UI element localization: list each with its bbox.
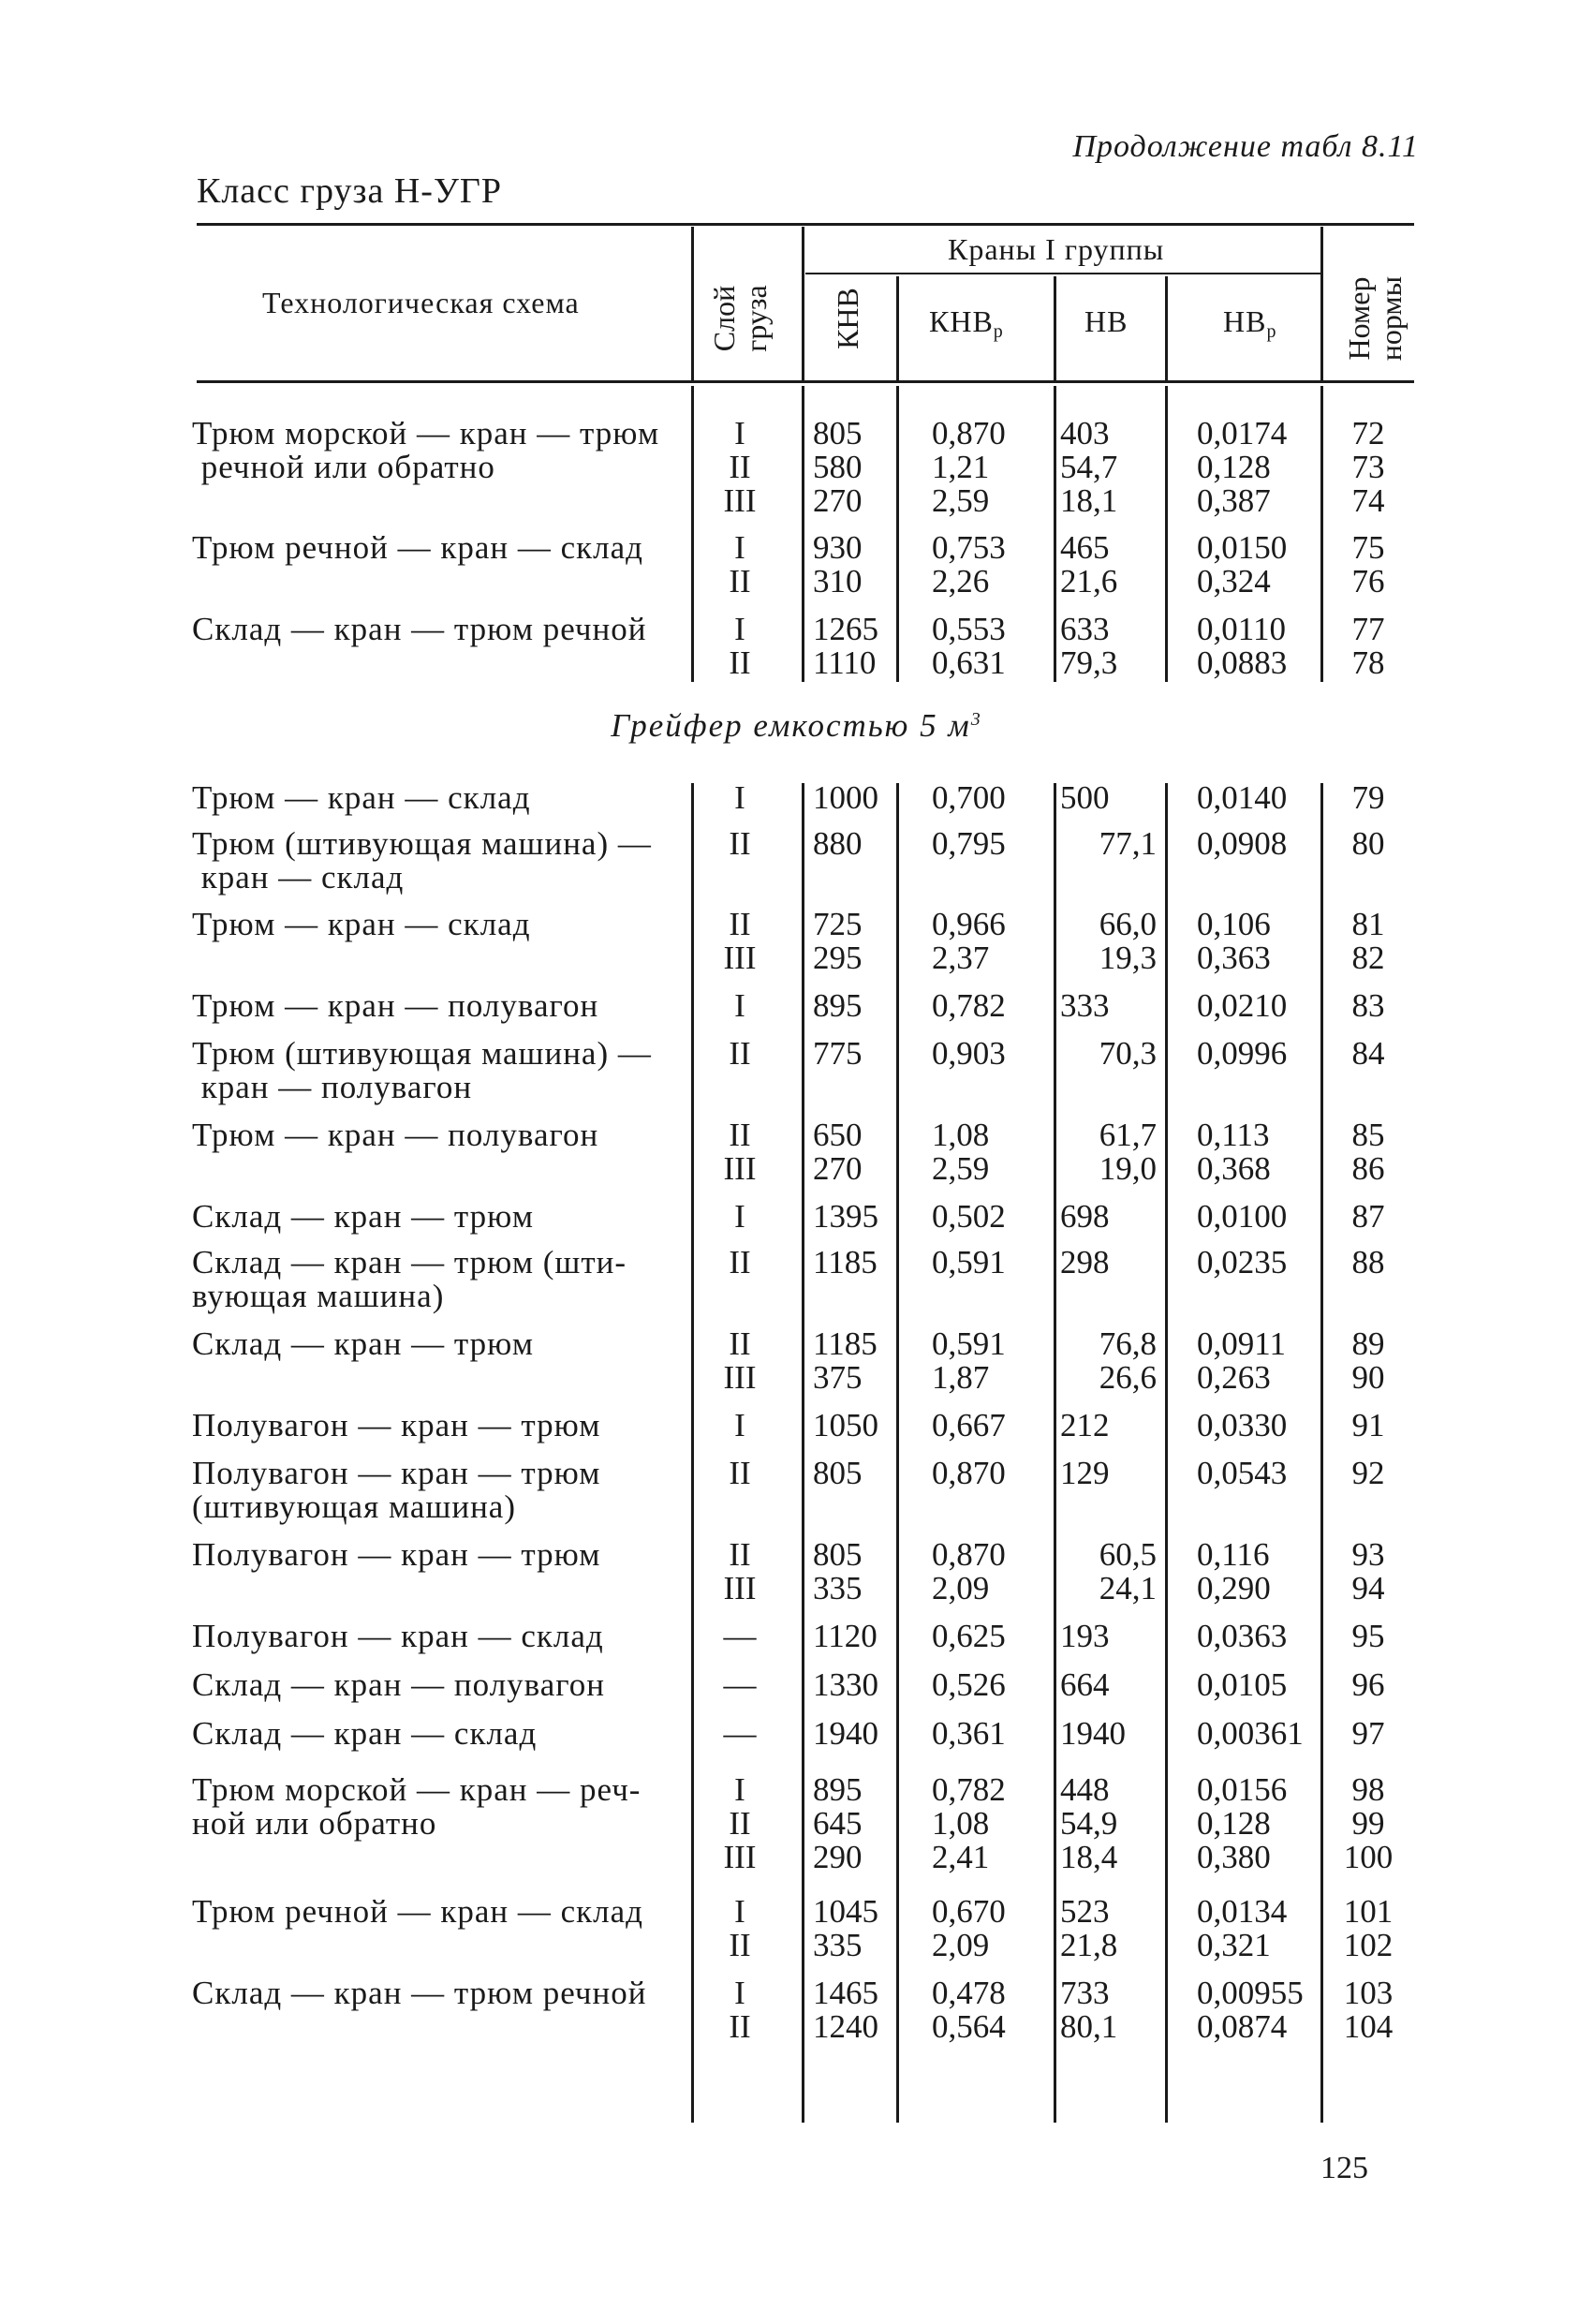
cell-knvr: 0,966 2,37 xyxy=(932,906,1006,976)
section-title xyxy=(0,707,1593,745)
header-nvr xyxy=(1223,304,1276,343)
cell-nvr: 0,0134 0,321 xyxy=(1197,1893,1288,1963)
cell-nv: 193 xyxy=(1060,1618,1110,1654)
cell-knv: 1185 375 xyxy=(813,1325,878,1396)
cell-nv: 76,8 26,6 xyxy=(1099,1325,1157,1396)
section-title-text: Грейфер емкостью 5 м xyxy=(611,707,971,744)
cell-norm: 98 99 100 xyxy=(1343,1771,1394,1875)
cell-desc: Склад — кран — полувагон xyxy=(192,1666,605,1703)
cranes-group-rule xyxy=(805,273,1320,274)
cell-nv: 1940 xyxy=(1060,1715,1126,1752)
cell-norm: 85 86 xyxy=(1351,1117,1385,1187)
cell-norm: 97 xyxy=(1351,1715,1385,1752)
column-rule-layer-body2 xyxy=(802,783,804,2123)
cell-layer: I II III xyxy=(723,415,757,519)
cell-layer: I II III xyxy=(723,1771,757,1875)
header-knvr-subscript: р xyxy=(993,321,1004,342)
cell-layer: — xyxy=(723,1715,757,1752)
cell-desc: Склад — кран — склад xyxy=(192,1715,538,1752)
cell-layer: I xyxy=(734,1407,745,1443)
cell-norm: 75 76 xyxy=(1351,529,1385,600)
cell-desc: Склад — кран — трюм xyxy=(192,1325,534,1362)
cell-desc: Склад — кран — трюм (шти- вующая машина) xyxy=(192,1244,627,1314)
cell-nvr: 0,0996 xyxy=(1197,1035,1288,1072)
cell-norm: 89 90 xyxy=(1351,1325,1385,1396)
cell-desc: Склад — кран — трюм речной xyxy=(192,611,647,647)
cell-nvr: 0,0330 xyxy=(1197,1407,1288,1443)
cell-desc: Трюм — кран — склад xyxy=(192,906,531,942)
cell-desc: Полувагон — кран — трюм (штивующая машина) xyxy=(192,1455,601,1525)
cell-nv: 129 xyxy=(1060,1455,1110,1491)
cell-knv: 1265 1110 xyxy=(813,611,878,681)
header-cranes-group: Краны I группы xyxy=(948,232,1165,266)
cell-nvr: 0,113 0,368 xyxy=(1197,1117,1271,1187)
cell-knv: 650 270 xyxy=(813,1117,863,1187)
column-rule-scheme xyxy=(691,227,694,380)
cell-norm: 84 xyxy=(1351,1035,1385,1072)
cell-norm: 101 102 xyxy=(1343,1893,1394,1963)
cell-nv: 733 80,1 xyxy=(1060,1975,1118,2045)
header-knv: КНВ xyxy=(831,288,864,349)
cell-knvr: 0,553 0,631 xyxy=(932,611,1006,681)
cell-nvr: 0,0105 xyxy=(1197,1666,1288,1703)
cell-knvr: 0,591 1,87 xyxy=(932,1325,1006,1396)
cell-knv: 1185 xyxy=(813,1244,878,1280)
cell-desc: Трюм — кран — склад xyxy=(192,779,531,816)
cell-knvr: 0,870 xyxy=(932,1455,1006,1491)
column-rule-layer xyxy=(802,227,804,380)
column-rule-nv-body2 xyxy=(1165,783,1168,2123)
cell-nv: 500 xyxy=(1060,779,1110,816)
cell-layer: I xyxy=(734,779,745,816)
cell-desc: Трюм морской — кран — реч- ной или обратно xyxy=(192,1771,642,1842)
header-scheme: Технологическая схема xyxy=(262,286,580,319)
cell-knv: 1940 xyxy=(813,1715,878,1752)
cell-layer: II III xyxy=(723,1325,757,1396)
cargo-class-title: Класс груза Н-УГР xyxy=(197,171,502,211)
header-layer-line2: груза xyxy=(739,285,773,352)
cell-knvr: 0,478 0,564 xyxy=(932,1975,1006,2045)
cell-nvr: 0,0174 0,128 0,387 xyxy=(1197,415,1288,519)
cell-norm: 81 82 xyxy=(1351,906,1385,976)
cell-knvr: 0,782 1,08 2,41 xyxy=(932,1771,1006,1875)
section-title-superscript: 3 xyxy=(970,709,982,730)
cell-nv: 212 xyxy=(1060,1407,1110,1443)
cell-nv: 448 54,9 18,4 xyxy=(1060,1771,1118,1875)
cell-knvr: 1,08 2,59 xyxy=(932,1117,990,1187)
cell-knv: 1050 xyxy=(813,1407,878,1443)
column-rule-nv xyxy=(1165,276,1168,380)
cell-nv: 70,3 xyxy=(1099,1035,1157,1072)
cell-norm: 72 73 74 xyxy=(1351,415,1385,519)
cell-nvr: 0,0150 0,324 xyxy=(1197,529,1288,600)
cell-norm: 88 xyxy=(1351,1244,1385,1280)
cell-nvr: 0,0110 0,0883 xyxy=(1197,611,1288,681)
cell-desc: Трюм (штивующая машина) — кран — полувагон xyxy=(192,1035,652,1105)
cell-nv: 61,7 19,0 xyxy=(1099,1117,1157,1187)
cell-norm: 93 94 xyxy=(1351,1536,1385,1606)
cell-nvr: 0,0210 xyxy=(1197,987,1288,1024)
cell-nvr: 0,0908 xyxy=(1197,825,1288,862)
header-nvr-subscript: р xyxy=(1266,321,1277,342)
cell-knvr: 0,795 xyxy=(932,825,1006,862)
column-rule-knv xyxy=(896,276,899,380)
header-bottom-rule xyxy=(197,380,1414,383)
cell-layer: — xyxy=(723,1618,757,1654)
cell-desc: Склад — кран — трюм речной xyxy=(192,1975,647,2011)
header-norm-line1: Номер xyxy=(1342,276,1376,361)
cell-norm: 103 104 xyxy=(1343,1975,1394,2045)
column-rule-nv-body xyxy=(1165,386,1168,682)
cell-nvr: 0,0911 0,263 xyxy=(1197,1325,1286,1396)
cell-knvr: 0,782 xyxy=(932,987,1006,1024)
cell-desc: Трюм речной — кран — склад xyxy=(192,1893,643,1930)
cell-desc: Полувагон — кран — трюм xyxy=(192,1536,601,1573)
column-rule-layer-body xyxy=(802,386,804,682)
cell-nvr: 0,0543 xyxy=(1197,1455,1288,1491)
table-top-rule xyxy=(197,223,1414,226)
cell-layer: I II xyxy=(729,1893,751,1963)
cell-norm: 96 xyxy=(1351,1666,1385,1703)
cell-desc: Полувагон — кран — склад xyxy=(192,1618,604,1654)
cell-nvr: 0,0156 0,128 0,380 xyxy=(1197,1771,1288,1875)
cell-knv: 880 xyxy=(813,825,863,862)
cell-nvr: 0,0100 xyxy=(1197,1198,1288,1235)
cell-norm: 87 xyxy=(1351,1198,1385,1235)
cell-nv: 60,5 24,1 xyxy=(1099,1536,1157,1606)
column-rule-knvr-body xyxy=(1054,386,1056,682)
cell-nv: 523 21,8 xyxy=(1060,1893,1118,1963)
column-rule-nvr xyxy=(1320,227,1323,380)
cell-nv: 698 xyxy=(1060,1198,1110,1235)
cell-nv: 664 xyxy=(1060,1666,1110,1703)
cell-knvr: 0,625 xyxy=(932,1618,1006,1654)
cell-knv: 895 xyxy=(813,987,863,1024)
cell-knv: 1000 xyxy=(813,779,878,816)
cell-layer: II xyxy=(729,825,751,862)
cell-nvr: 0,0140 xyxy=(1197,779,1288,816)
cell-nvr: 0,00955 0,0874 xyxy=(1197,1975,1304,2045)
cell-knv: 805 xyxy=(813,1455,863,1491)
cell-nv: 77,1 xyxy=(1099,825,1157,862)
cell-knvr: 0,670 2,09 xyxy=(932,1893,1006,1963)
cell-layer: — xyxy=(723,1666,757,1703)
cell-knv: 1120 xyxy=(813,1618,878,1654)
cell-knvr: 0,870 1,21 2,59 xyxy=(932,415,1006,519)
cell-knvr: 0,700 xyxy=(932,779,1006,816)
cell-knv: 1465 1240 xyxy=(813,1975,878,2045)
cell-nvr: 0,0235 xyxy=(1197,1244,1288,1280)
cell-layer: II III xyxy=(723,906,757,976)
cell-knvr: 0,870 2,09 xyxy=(932,1536,1006,1606)
cell-layer: II xyxy=(729,1035,751,1072)
cell-norm: 95 xyxy=(1351,1618,1385,1654)
cell-knvr: 0,753 2,26 xyxy=(932,529,1006,600)
column-rule-knvr-body2 xyxy=(1054,783,1056,2123)
header-knvr-label: КНВ xyxy=(929,304,994,338)
cell-nv: 298 xyxy=(1060,1244,1110,1280)
cell-knvr: 0,526 xyxy=(932,1666,1006,1703)
cell-nvr: 0,106 0,363 xyxy=(1197,906,1271,976)
header-norm xyxy=(1343,258,1409,379)
cell-norm: 91 xyxy=(1351,1407,1385,1443)
cell-layer: I xyxy=(734,987,745,1024)
header-layer-line1: Слой xyxy=(707,285,741,352)
cell-knv: 930 310 xyxy=(813,529,863,600)
cell-nv: 66,0 19,3 xyxy=(1099,906,1157,976)
cell-norm: 79 xyxy=(1351,779,1385,816)
cell-norm: 77 78 xyxy=(1351,611,1385,681)
cell-desc: Трюм — кран — полувагон xyxy=(192,987,599,1024)
cell-desc: Трюм (штивующая машина) — кран — склад xyxy=(192,825,652,896)
cell-norm: 92 xyxy=(1351,1455,1385,1491)
cell-knv: 805 335 xyxy=(813,1536,863,1606)
cell-knvr: 0,903 xyxy=(932,1035,1006,1072)
column-rule-nvr-body xyxy=(1320,386,1323,682)
cell-nv: 465 21,6 xyxy=(1060,529,1118,600)
header-knvr xyxy=(929,304,1004,343)
cell-knvr: 0,361 xyxy=(932,1715,1006,1752)
cell-layer: II III xyxy=(723,1536,757,1606)
cell-layer: I xyxy=(734,1198,745,1235)
cell-nvr: 0,116 0,290 xyxy=(1197,1536,1271,1606)
cell-knvr: 0,591 xyxy=(932,1244,1006,1280)
cell-knvr: 0,502 xyxy=(932,1198,1006,1235)
cell-desc: Трюм морской — кран — трюм речной или обратно xyxy=(192,415,660,485)
cell-nvr: 0,0363 xyxy=(1197,1618,1288,1654)
cell-norm: 83 xyxy=(1351,987,1385,1024)
cell-layer: I II xyxy=(729,529,751,600)
cell-knvr: 0,667 xyxy=(932,1407,1006,1443)
cell-layer: I II xyxy=(729,611,751,681)
cell-knv: 775 xyxy=(813,1035,863,1072)
cell-nv: 333 xyxy=(1060,987,1110,1024)
cell-knv: 1395 xyxy=(813,1198,878,1235)
cell-knv: 1330 xyxy=(813,1666,878,1703)
header-nvr-label: НВ xyxy=(1223,304,1267,338)
cell-knv: 1045 335 xyxy=(813,1893,878,1963)
page-number: 125 xyxy=(1320,2151,1368,2185)
cell-nv: 633 79,3 xyxy=(1060,611,1118,681)
cell-desc: Склад — кран — трюм xyxy=(192,1198,534,1235)
cell-layer: II xyxy=(729,1455,751,1491)
cell-norm: 80 xyxy=(1351,825,1385,862)
header-layer xyxy=(708,262,774,375)
cell-nvr: 0,00361 xyxy=(1197,1715,1304,1752)
table-continuation-caption: Продолжение табл 8.11 xyxy=(1072,129,1419,164)
cell-layer: II xyxy=(729,1244,751,1280)
cell-knv: 895 645 290 xyxy=(813,1771,863,1875)
cell-desc: Трюм — кран — полувагон xyxy=(192,1117,599,1153)
cell-knv: 805 580 270 xyxy=(813,415,863,519)
cell-nv: 403 54,7 18,1 xyxy=(1060,415,1118,519)
cell-layer: I II xyxy=(729,1975,751,2045)
cell-desc: Трюм речной — кран — склад xyxy=(192,529,643,566)
cell-desc: Полувагон — кран — трюм xyxy=(192,1407,601,1443)
cell-knv: 725 295 xyxy=(813,906,863,976)
column-rule-nvr-body2 xyxy=(1320,783,1323,2123)
column-rule-knvr xyxy=(1054,276,1056,380)
cell-layer: II III xyxy=(723,1117,757,1187)
header-nv: НВ xyxy=(1084,304,1128,338)
header-norm-line2: нормы xyxy=(1374,275,1408,362)
